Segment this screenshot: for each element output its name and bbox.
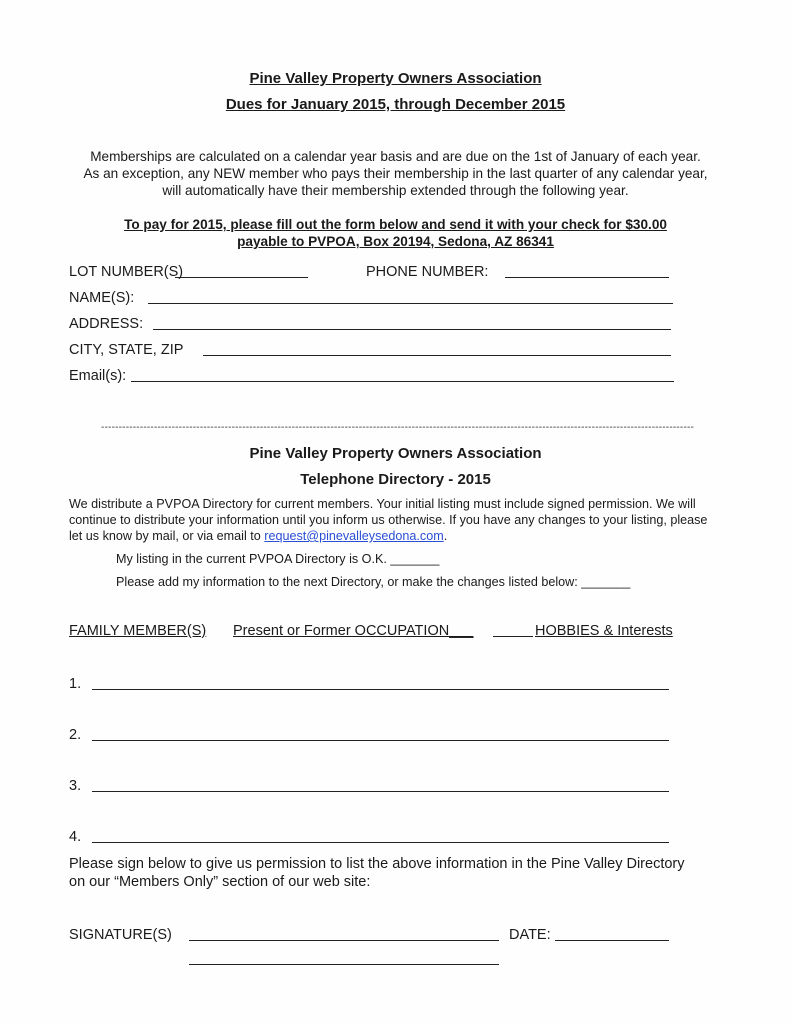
cut-line-separator: ------------------------------------------------------------------------------------------------------------------------------------------------------------------------ [101,422,695,433]
directory-paragraph-line-2: continue to distribute your information until you inform us otherwise. If you have any changes to your listing, please [69,513,708,527]
row-number-2: 2. [69,727,82,743]
directory-subtitle: Telephone Directory - 2015 [300,471,491,488]
family-row-4-field[interactable] [92,842,669,843]
dues-title: Pine Valley Property Owners Association [249,70,542,87]
listing-ok-option[interactable]: My listing in the current PVPOA Directory is O.K. _______ [116,552,440,566]
names-field[interactable] [148,303,673,304]
lot-number-field[interactable] [175,277,308,278]
row-number-4: 4. [69,829,82,845]
directory-paragraph-line-3 [69,528,769,544]
family-row-1-field[interactable] [92,689,669,690]
dues-intro-line-2: As an exception, any NEW member who pays their membership in the last quarter of any calendar year, [83,166,708,181]
phone-number-label: PHONE NUMBER: [366,264,489,280]
dues-intro-line-1: Memberships are calculated on a calendar year basis and are due on the 1st of January of each year. [90,149,701,164]
date-label: DATE: [509,927,551,943]
directory-title: Pine Valley Property Owners Association [249,445,542,462]
request-email-link[interactable]: request@pinevalleysedona.com [264,529,444,543]
phone-number-field[interactable] [505,277,669,278]
hobbies-header: HOBBIES & Interests [535,623,673,639]
family-row-3-field[interactable] [92,791,669,792]
family-row-2-field[interactable] [92,740,669,741]
permission-line-1: Please sign below to give us permission to list the above information in the Pine Valley Directory [69,856,685,872]
row-number-1: 1. [69,676,82,692]
address-label: ADDRESS: [69,316,144,332]
header-underline-gap [493,636,533,637]
address-field[interactable] [153,329,671,330]
signature-label: SIGNATURE(S) [69,927,172,943]
emails-field[interactable] [131,381,674,382]
signature-field-1[interactable] [189,940,499,941]
occupation-header: Present or Former OCCUPATION___ [233,623,474,639]
emails-label: Email(s): [69,368,127,384]
directory-paragraph-prefix: let us know by mail, or via email to [69,529,265,543]
payment-instruction-line-2: payable to PVPOA, Box 20194, Sedona, AZ 86341 [237,234,554,249]
listing-add-option[interactable]: Please add my information to the next Directory, or make the changes listed below: _______ [116,575,631,589]
city-state-zip-label: CITY, STATE, ZIP [69,342,184,358]
lot-number-label: LOT NUMBER(S) [69,264,184,280]
date-field[interactable] [555,940,669,941]
dues-subtitle: Dues for January 2015, through December 2015 [225,96,566,113]
city-state-zip-field[interactable] [203,355,671,356]
permission-line-2: on our “Members Only” section of our web site: [69,874,371,890]
dues-intro-line-3: will automatically have their membership extended through the following year. [162,183,629,198]
family-members-header: FAMILY MEMBER(S) [69,623,207,639]
row-number-3: 3. [69,778,82,794]
signature-field-2[interactable] [189,964,499,965]
payment-instruction-line-1: To pay for 2015, please fill out the form below and send it with your check for $30.00 [124,217,667,232]
directory-paragraph [69,496,769,544]
names-label: NAME(S): [69,290,135,306]
directory-paragraph-suffix: . [443,529,448,543]
directory-paragraph-line-1: We distribute a PVPOA Directory for current members. Your initial listing must include signed permission. We will [69,497,696,511]
